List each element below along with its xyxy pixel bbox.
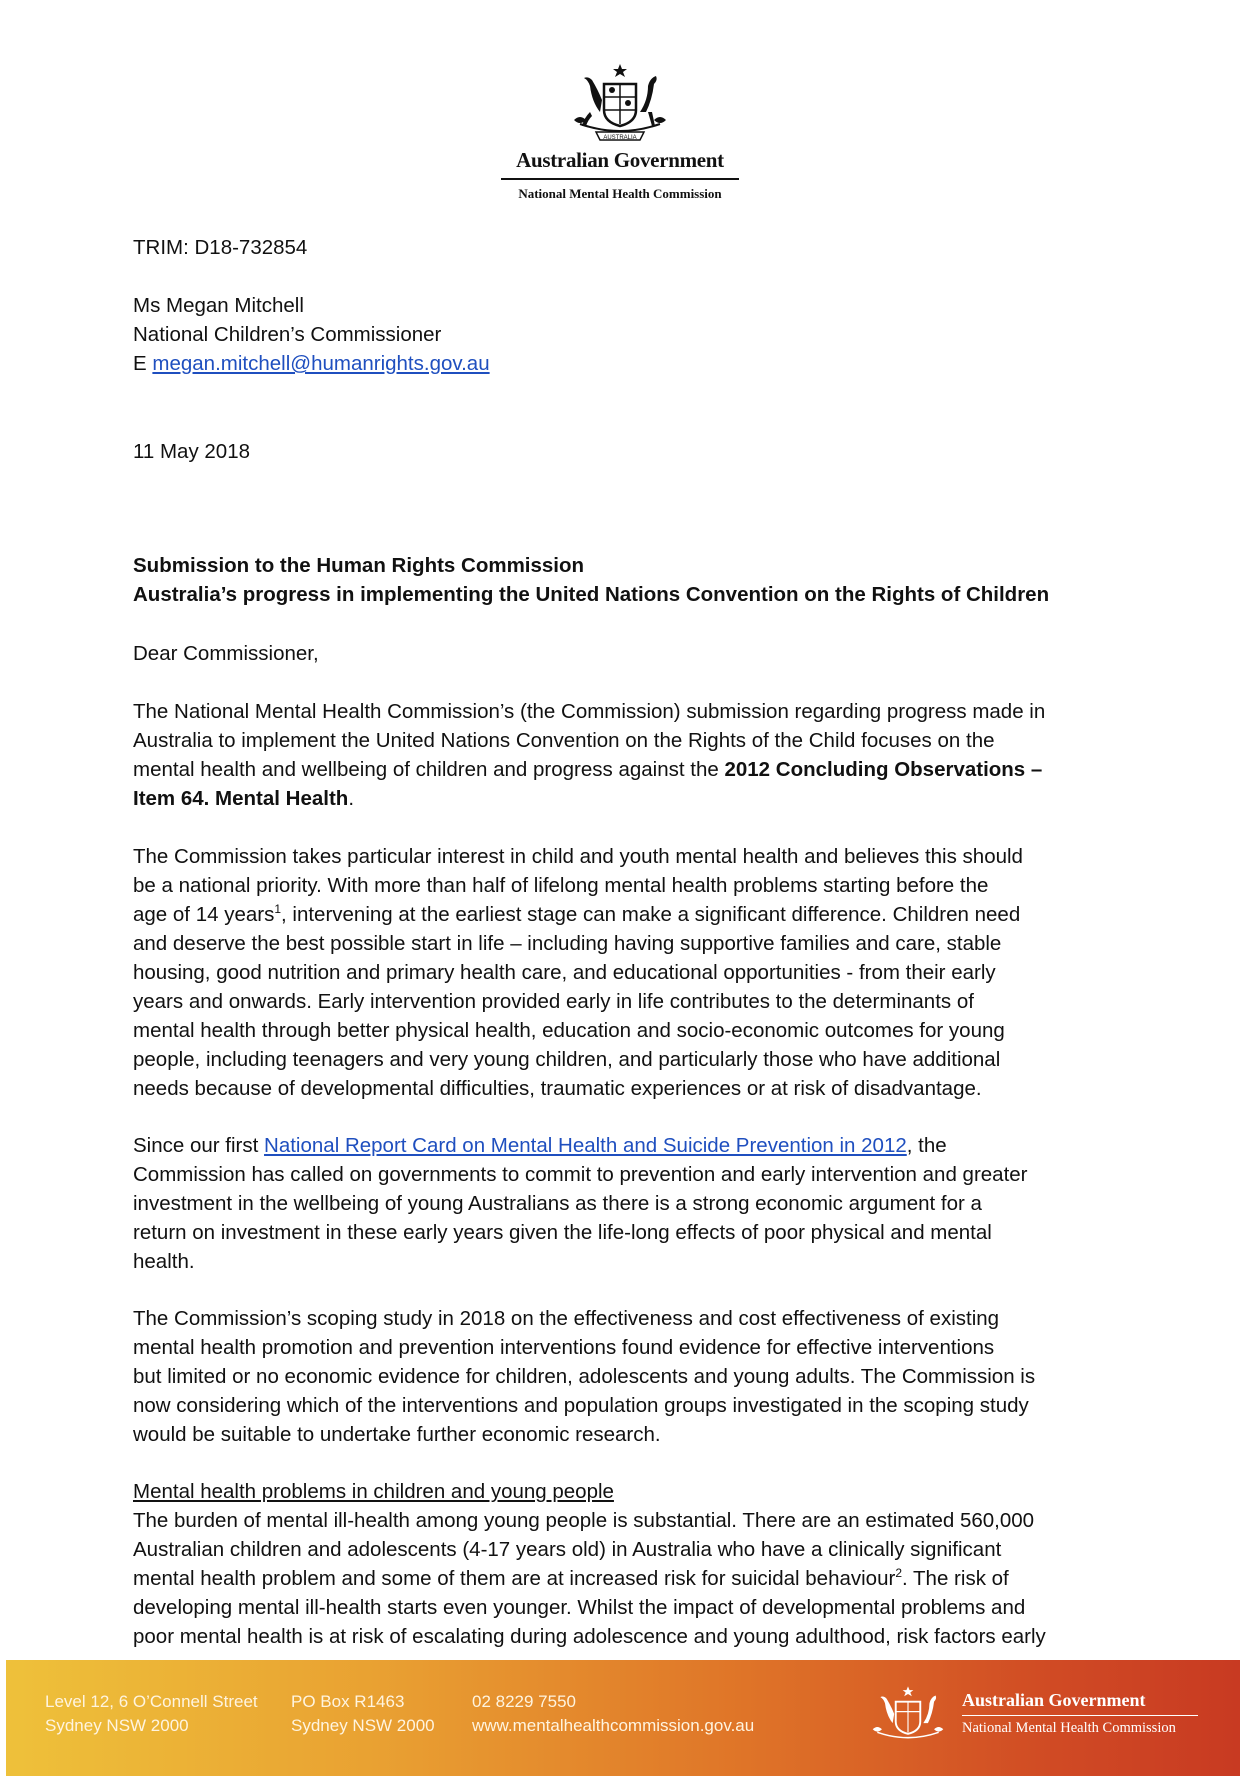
paragraph-line: investment in the wellbeing of young Australians as there is a strong economic argument for a xyxy=(133,1192,982,1215)
paragraph-line: health. xyxy=(133,1250,195,1273)
email-prefix: E xyxy=(133,352,147,375)
recipient-email-link[interactable]: megan.mitchell@humanrights.gov.au xyxy=(152,352,490,375)
paragraph-line: but limited or no economic evidence for children, adolescents and young adults. The Commission is xyxy=(133,1365,1036,1388)
paragraph-line: return on investment in these early years given the life-long effects of poor physical and mental xyxy=(133,1221,992,1244)
paragraph-line: needs because of developmental difficulties, traumatic experiences or at risk of disadvantage. xyxy=(133,1077,982,1100)
paragraph-line: The Commission takes particular interest in child and youth mental health and believes this should xyxy=(133,845,1023,868)
commission-name: National Mental Health Commission xyxy=(518,186,722,201)
text-run: , the xyxy=(906,1134,947,1157)
paragraph-line: now considering which of the interventions and population groups investigated in the scoping study xyxy=(133,1394,1029,1417)
government-name: Australian Government xyxy=(516,148,724,172)
paragraph-1 xyxy=(133,697,1108,813)
paragraph-line: people, including teenagers and very young children, and particularly those who have additional xyxy=(133,1048,1001,1071)
text-run: Since our first xyxy=(133,1134,265,1157)
coat-of-arms-icon xyxy=(560,62,680,146)
trim-reference: TRIM: D18-732854 xyxy=(133,236,308,259)
report-card-link[interactable]: National Report Card on Mental Health and Suicide Prevention in 2012 xyxy=(264,1134,907,1157)
recipient-title: National Children’s Commissioner xyxy=(133,323,442,346)
paragraph-line: Commission has called on governments to commit to prevention and early intervention and greater xyxy=(133,1163,1028,1186)
footer-line: Level 12, 6 O’Connell Street xyxy=(45,1692,258,1711)
paragraph-line xyxy=(133,784,1108,813)
footer-phone: 02 8229 7550 xyxy=(472,1692,576,1711)
paragraph-line xyxy=(133,900,1108,929)
footer-logo-text xyxy=(962,1690,1198,1737)
bold-run: Item 64. Mental Health xyxy=(133,787,349,810)
paragraph-line xyxy=(133,1131,1108,1160)
paragraph-line: years and onwards. Early intervention provided early in life contributes to the determinants of xyxy=(133,990,974,1013)
coat-of-arms-icon xyxy=(862,1684,954,1750)
letter-date: 11 May 2018 xyxy=(133,440,251,463)
paragraph-line: be a national priority. With more than half of lifelong mental health problems starting before the xyxy=(133,874,989,897)
salutation: Dear Commissioner, xyxy=(133,642,319,665)
recipient-block xyxy=(133,291,1108,378)
footer-line: PO Box R1463 xyxy=(291,1692,405,1711)
letterhead xyxy=(490,62,750,202)
footer-line: Sydney NSW 2000 xyxy=(291,1716,435,1735)
text-run: . xyxy=(348,787,355,810)
footer-contact xyxy=(472,1690,754,1738)
text-run: , intervening at the earliest stage can make a significant difference. Children need xyxy=(281,903,1021,926)
paragraph-line: The burden of mental ill-health among young people is substantial. There are an estimated 560,000 xyxy=(133,1509,1035,1532)
paragraph-line: poor mental health is at risk of escalating during adolescence and young adulthood, risk factors early xyxy=(133,1625,1046,1648)
paragraph-line: Australia to implement the United Nations Convention on the Rights of the Child focuses on the xyxy=(133,729,995,752)
paragraph-line xyxy=(133,1564,1108,1593)
paragraph-line: would be suitable to undertake further economic research. xyxy=(133,1423,661,1446)
paragraph-4 xyxy=(133,1304,1108,1449)
bold-run: 2012 Concluding Observations – xyxy=(724,758,1043,781)
text-run: . The risk of xyxy=(902,1567,1009,1590)
paragraph-line: and deserve the best possible start in life – including having supportive families and care, stable xyxy=(133,932,1002,955)
paragraph-line: The Commission’s scoping study in 2018 on the effectiveness and cost effectiveness of existing xyxy=(133,1307,1000,1330)
footer-logo xyxy=(862,1684,1202,1754)
text-run: mental health and wellbeing of children and progress against the xyxy=(133,758,725,781)
paragraph-5 xyxy=(133,1477,1108,1651)
footer-line: Sydney NSW 2000 xyxy=(45,1716,189,1735)
footnote-ref[interactable]: 1 xyxy=(274,902,282,917)
footer-street-address xyxy=(45,1690,258,1738)
paragraph-3 xyxy=(133,1131,1108,1276)
paragraph-line: The National Mental Health Commission’s (the Commission) submission regarding progress made in xyxy=(133,700,1046,723)
footnote-ref[interactable]: 2 xyxy=(895,1566,903,1581)
section-heading: Mental health problems in children and young people xyxy=(133,1480,614,1503)
footer-logo-divider xyxy=(962,1715,1198,1716)
subject-block xyxy=(133,551,1108,609)
paragraph-line: housing, good nutrition and primary health care, and educational opportunities - from their early xyxy=(133,961,996,984)
recipient-name: Ms Megan Mitchell xyxy=(133,294,304,317)
text-run: age of 14 years xyxy=(133,903,275,926)
paragraph-line: mental health through better physical health, education and socio-economic outcomes for young xyxy=(133,1019,1005,1042)
crest-motto: AUSTRALIA xyxy=(603,135,637,141)
footer-gov-name: Australian Government xyxy=(962,1690,1146,1710)
paragraph-line: Australian children and adolescents (4-17 years old) in Australia who have a clinically significant xyxy=(133,1538,1002,1561)
subject-line-2: Australia’s progress in implementing the United Nations Convention on the Rights of Children xyxy=(133,583,1050,606)
subject-line-1: Submission to the Human Rights Commission xyxy=(133,554,585,577)
paragraph-line xyxy=(133,755,1108,784)
footer-website[interactable]: www.mentalhealthcommission.gov.au xyxy=(472,1716,755,1735)
paragraph-line: developing mental ill-health starts even younger. Whilst the impact of developmental problems and xyxy=(133,1596,1026,1619)
footer-postal-address xyxy=(291,1690,435,1738)
paragraph-line: mental health promotion and prevention interventions found evidence for effective interventions xyxy=(133,1336,995,1359)
recipient-email-line xyxy=(133,349,1108,378)
paragraph-2 xyxy=(133,842,1108,1103)
text-run: mental health problem and some of them are at increased risk for suicidal behaviour xyxy=(133,1567,896,1590)
letterhead-divider xyxy=(501,178,739,180)
footer-band xyxy=(6,1660,1240,1776)
footer-commission-name: National Mental Health Commission xyxy=(962,1720,1176,1736)
